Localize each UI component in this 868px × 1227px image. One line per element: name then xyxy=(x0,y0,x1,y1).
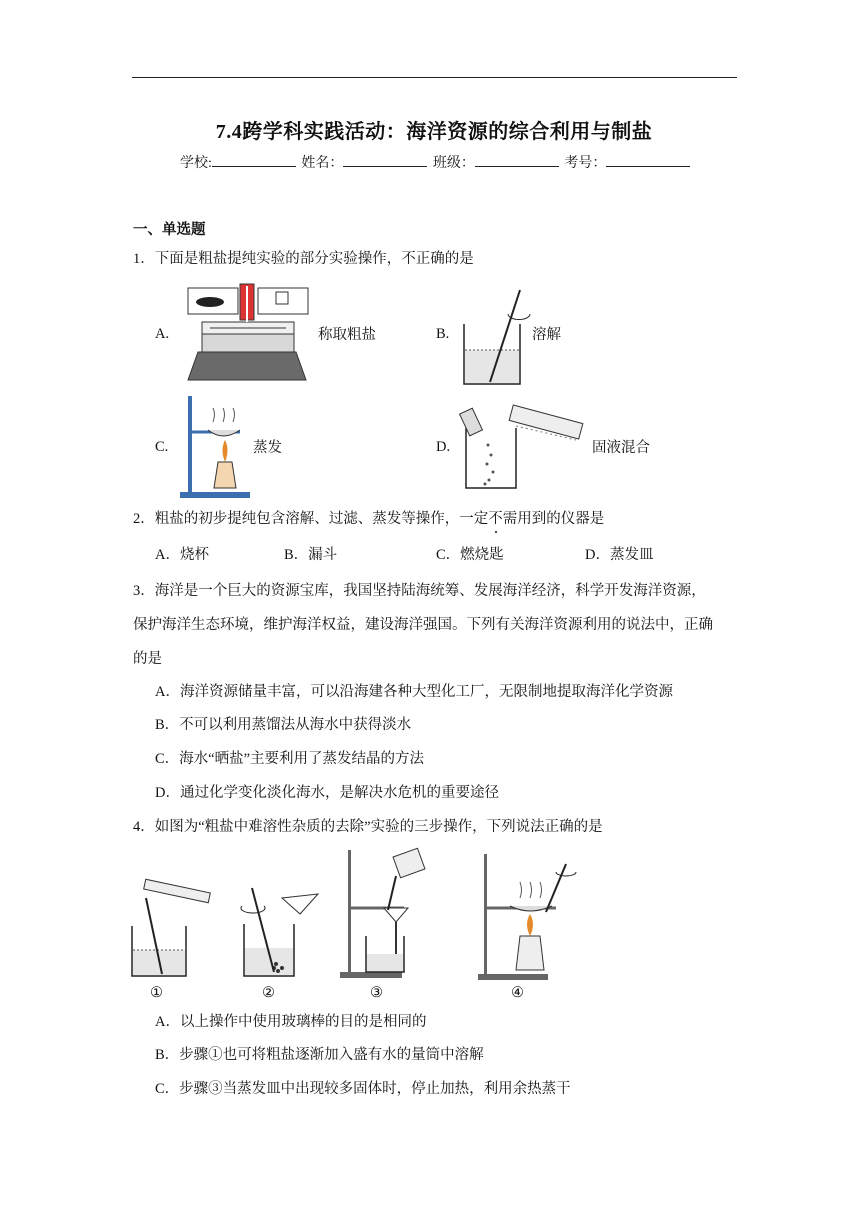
q4-stem: 4．如图为“粗盐中难溶性杂质的去除”实验的三步操作，下列说法正确的是 xyxy=(133,819,603,835)
school-label: 学校: xyxy=(180,156,212,171)
q2-stem-part2: 需用到的仪器是 xyxy=(502,511,605,527)
name-label: 姓名： xyxy=(301,156,344,171)
q1-stem: 1．下面是粗盐提纯实验的部分实验操作，不正确的是 xyxy=(133,251,474,267)
q3-stem-line3: 的是 xyxy=(133,651,162,667)
class-label: 班级： xyxy=(432,156,475,171)
q2-stem xyxy=(133,511,604,528)
q2-stem-part1: 2．粗盐的初步提纯包含溶解、过滤、蒸发等操作，一定 xyxy=(133,511,489,527)
q2-option-d[interactable]: D．蒸发皿 xyxy=(585,547,654,563)
dissolving-beaker-figure xyxy=(460,284,540,394)
q4-option-c[interactable]: C．步骤③当蒸发皿中出现较多固体时，停止加热，利用余热蒸干 xyxy=(155,1081,571,1097)
class-blank[interactable] xyxy=(475,152,559,167)
step1-dissolve-figure xyxy=(130,850,220,980)
q4-option-b[interactable]: B．步骤①也可将粗盐逐渐加入盛有水的量筒中溶解 xyxy=(155,1047,484,1063)
q1-option-c-caption: 蒸发 xyxy=(253,440,282,456)
step3-filter-figure xyxy=(338,848,428,982)
section-heading: 一、单选题 xyxy=(133,222,206,238)
balance-weighing-figure xyxy=(180,282,315,382)
evaporation-stand-figure xyxy=(178,392,253,500)
q3-option-c[interactable]: C．海水“晒盐”主要利用了蒸发结晶的方法 xyxy=(155,751,425,767)
step3-label: ③ xyxy=(370,985,383,1001)
step2-stir-figure xyxy=(238,880,328,980)
step2-label: ② xyxy=(262,985,275,1001)
page-title: 7.4跨学科实践活动：海洋资源的综合利用与制盐 xyxy=(215,121,653,143)
q2-option-c[interactable]: C．燃烧匙 xyxy=(436,547,504,563)
step1-label: ① xyxy=(150,985,163,1001)
header-rule xyxy=(132,77,737,78)
solid-liquid-mixing-figure xyxy=(458,400,588,495)
q2-option-b[interactable]: B．漏斗 xyxy=(284,547,338,563)
q2-stem-emphasis: 不 xyxy=(488,511,503,527)
student-info-line xyxy=(180,152,692,172)
q1-option-a-caption: 称取粗盐 xyxy=(318,327,376,343)
q2-option-a[interactable]: A．烧杯 xyxy=(155,547,209,563)
q1-option-c-letter[interactable]: C. xyxy=(155,439,169,455)
q1-option-d-caption: 固液混合 xyxy=(592,440,650,456)
name-blank[interactable] xyxy=(343,152,427,167)
q1-option-b-letter[interactable]: B. xyxy=(436,326,450,342)
q3-stem-line2: 保护海洋生态环境，维护海洋权益，建设海洋强国。下列有关海洋资源利用的说法中，正确 xyxy=(133,617,713,633)
q3-option-b[interactable]: B．不可以利用蒸馏法从海水中获得淡水 xyxy=(155,717,412,733)
q1-option-d-letter[interactable]: D. xyxy=(436,439,451,455)
q4-option-a[interactable]: A．以上操作中使用玻璃棒的目的是相同的 xyxy=(155,1014,427,1030)
school-blank[interactable] xyxy=(212,152,296,167)
exam-no-label: 考号： xyxy=(564,156,607,171)
step4-evaporate-figure xyxy=(476,852,586,982)
q1-option-b-caption: 溶解 xyxy=(532,327,561,343)
exam-no-blank[interactable] xyxy=(606,152,690,167)
step4-label: ④ xyxy=(511,985,524,1001)
q3-option-a[interactable]: A．海洋资源储量丰富，可以沿海建各种大型化工厂，无限制地提取海洋化学资源 xyxy=(155,684,673,700)
q3-stem-line1: 3．海洋是一个巨大的资源宝库，我国坚持陆海统筹、发展海洋经济，科学开发海洋资源， xyxy=(133,583,706,599)
q1-option-a-letter[interactable]: A. xyxy=(155,326,170,342)
q3-option-d[interactable]: D．通过化学变化淡化海水，是解决水危机的重要途径 xyxy=(155,785,499,801)
